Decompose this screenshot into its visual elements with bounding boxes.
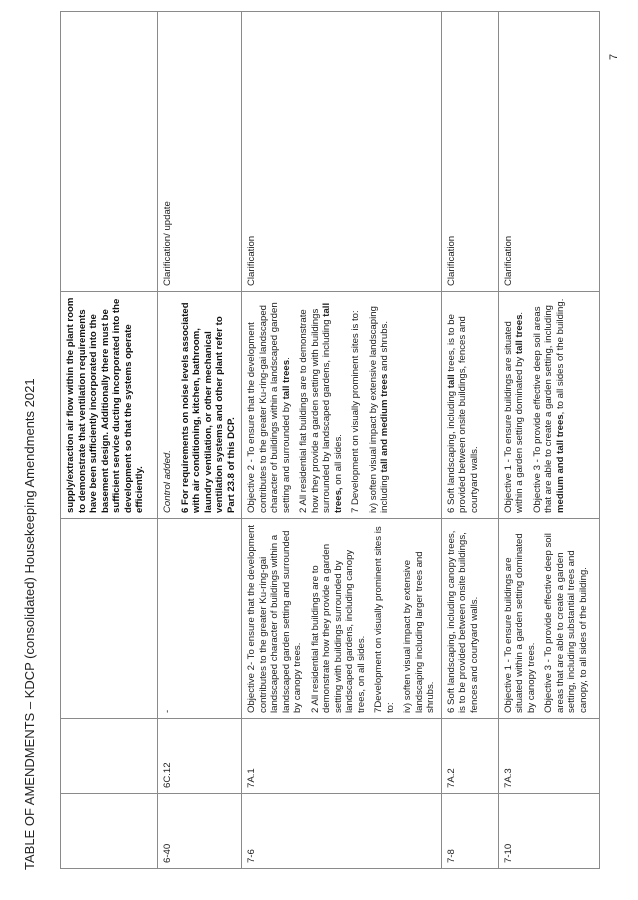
bold-span: tall bbox=[445, 374, 457, 389]
existing-text: Objective 1 - To ensure buildings are situated within a garden setting dominated by canopy trees. bbox=[502, 533, 537, 713]
section-cell: 6C.12 bbox=[158, 719, 242, 794]
existing-text: Objective 3 - To provide effective deep soil areas that are able to create a garden setting, including substantial trees and canopy, to all sides of the building. bbox=[543, 533, 589, 713]
reason-cell: Clarification bbox=[498, 12, 599, 292]
text-span: trees, is to be provided between onsite buildings, fences and courtyard walls. bbox=[445, 314, 480, 513]
proposed-text bbox=[246, 297, 292, 513]
table-row bbox=[441, 12, 498, 869]
proposed-cell bbox=[242, 292, 442, 519]
text-span: . bbox=[280, 357, 292, 360]
proposed-text: 7 Development on visually prominent sites is to: bbox=[350, 310, 361, 513]
section-cell: 7A.1 bbox=[242, 719, 442, 794]
bold-span: tall trees bbox=[280, 359, 292, 400]
existing-cell bbox=[441, 519, 498, 719]
bold-span: medium and tall trees bbox=[554, 414, 566, 513]
proposed-cell bbox=[61, 292, 158, 519]
text-span: . bbox=[514, 311, 525, 315]
amendments-table bbox=[60, 11, 600, 869]
table-row bbox=[61, 12, 158, 869]
proposed-text: supply/extraction air flow within the plant room to demonstrate that ventilation requirements have been sufficiently incorporated into the basement design. Additionally there must be sufficient service ducting incorporated into the development so that the systems operate efficiently. bbox=[65, 297, 145, 513]
page-number: 7 bbox=[608, 53, 620, 60]
document-title: TABLE OF AMENDMENTS – KDCP (consolidated) Housekeeping Amendments 2021 bbox=[22, 378, 37, 870]
reason-cell: Clarification bbox=[441, 12, 498, 292]
proposed-text bbox=[532, 297, 567, 513]
proposed-cell bbox=[441, 292, 498, 519]
proposed-cell bbox=[158, 292, 242, 519]
reason-cell: Clarification/ update bbox=[158, 12, 242, 292]
existing-cell bbox=[242, 519, 442, 719]
page-cell: 6-40 bbox=[158, 794, 242, 869]
existing-text: Objective 2- To ensure that the development contributes to the greater Ku-ring-gai landscaped character of buildings within a landscaped garden setting and surrounded by canopy trees. bbox=[246, 524, 303, 713]
existing-text: 6 Soft landscaping, including canopy trees, is to be provided between onsite buildings, fences and courtyard walls. bbox=[445, 530, 480, 713]
existing-cell bbox=[61, 519, 158, 719]
bold-span: tall trees, bbox=[321, 302, 344, 513]
proposed-text bbox=[368, 297, 391, 513]
proposed-text: 6 For requirements on noise levels associated with air conditioning, kitchen, bathroom, laundry ventilation, or other mechanical ventilation systems and other plant refer to Part 23.8 of this DCP. bbox=[179, 302, 237, 513]
bold-span: tall trees bbox=[514, 314, 525, 355]
existing-text: 7Development on visually prominent sites is to: bbox=[373, 526, 396, 713]
proposed-text bbox=[446, 297, 481, 513]
table-row bbox=[498, 12, 599, 869]
bold-span: tall and medium trees bbox=[379, 373, 390, 473]
existing-cell bbox=[498, 519, 599, 719]
section-cell bbox=[61, 719, 158, 794]
table-row bbox=[242, 12, 442, 869]
section-cell: 7A.2 bbox=[441, 719, 498, 794]
proposed-cell bbox=[498, 292, 599, 519]
existing-text: 2 All residential flat buildings are to demonstrate how they provide a garden setting with buildings surrounded by landscaped gardens, including canopy trees, on all sides. bbox=[309, 543, 367, 713]
text-span: Objective 3 - To provide effective deep soil areas that are able to create a garden setting, including bbox=[531, 304, 554, 513]
existing-text: - bbox=[162, 709, 173, 713]
text-span: Objective 2 - To ensure that the development contributes to the greater Ku-ring-gai landscaped character of buildings within a landscaped garden setting and surrounded by bbox=[246, 302, 292, 513]
proposed-note: Control added. bbox=[162, 450, 173, 513]
reason-cell bbox=[61, 12, 158, 292]
page-cell bbox=[61, 794, 158, 869]
text-span: 6 Soft landscaping, including bbox=[445, 388, 457, 513]
text-span: 2 All residential flat buildings are to demonstrate how they provide a garden setting with buildings surrounded by landscaped gardens, including bbox=[298, 308, 332, 513]
table-row bbox=[158, 12, 242, 869]
text-span: on all sides. bbox=[332, 434, 344, 488]
page-cell: 7-6 bbox=[242, 794, 442, 869]
page-cell: 7-10 bbox=[498, 794, 599, 869]
reason-cell: Clarification bbox=[242, 12, 442, 292]
text-span: Objective 1 - To ensure buildings are situated within a garden setting dominated by bbox=[502, 321, 525, 513]
page-cell: 7-8 bbox=[441, 794, 498, 869]
proposed-text bbox=[298, 297, 344, 513]
text-span: and shrubs. bbox=[379, 321, 390, 374]
section-cell: 7A.3 bbox=[498, 719, 599, 794]
text-span: , to all sides of the building. bbox=[554, 298, 566, 415]
existing-cell bbox=[158, 519, 242, 719]
text-span: iv) soften visual impact by extensive landscaping including bbox=[367, 306, 390, 513]
proposed-text bbox=[503, 297, 526, 513]
existing-text: iv) soften visual impact by extensive landscaping including larger trees and shrubs. bbox=[402, 551, 436, 713]
